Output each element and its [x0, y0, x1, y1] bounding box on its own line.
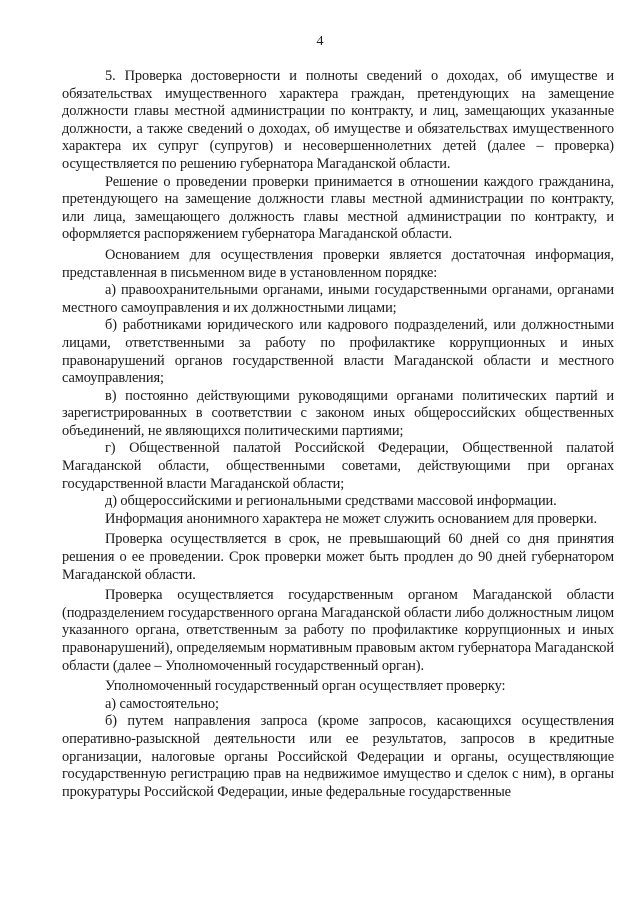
paragraph-anonymous-info: Информация анонимного характера не может служить основанием для проверки. [105, 510, 598, 527]
list-item-g: г) Общественной палатой Российской Федерации, Общественной палатой Магаданской области, общественными советами, действующими при органах государственной власти Магаданской области; [62, 440, 614, 492]
paragraph-authorized-body: Проверка осуществляется государственным органом Магаданской области (подразделением государственного органа Магаданской области либо должностным лицом указанного органа, ответственным за работу по профилактике коррупционных и иных правонарушений), определяемым нормативным правовым актом губернатора Магаданской области (далее – Уполномоченный государственный орган). [62, 587, 614, 674]
list-item-v: в) постоянно действующими руководящими органами политических партий и зарегистрированных в соответствии с законом иных общероссийских общественных объединений, не являющихся политическими партиями; [62, 387, 614, 439]
paragraph-check-grounds: Основанием для осуществления проверки является достаточная информация, представленная в письменном виде в установленном порядке: [62, 246, 614, 281]
list-item-a: а) правоохранительными органами, иными государственными органами, органами местного самоуправления и их должностными лицами; [62, 282, 614, 316]
paragraph-item-5: 5. Проверка достоверности и полноты сведений о доходах, об имуществе и обязательствах имущественного характера граждан, претендующих на замещение должности главы местной администрации по контракту, и лиц, замещающих указанные должности, а также сведений о доходах, об имуществе и обязательствах имущественного характера их супруг (супругов) и несовершеннолетних детей (далее – проверка) осуществляется по решению губернатора Магаданской области. [62, 68, 614, 172]
paragraph-check-term: Проверка осуществляется в срок, не превышающий 60 дней со дня принятия решения о ее проведении. Срок проверки может быть продлен до 90 дней губернатором Магаданской области. [62, 531, 614, 583]
paragraph-check-methods: Уполномоченный государственный орган осуществляет проверку: [105, 678, 506, 695]
method-item-b: б) путем направления запроса (кроме запросов, касающихся осуществления оперативно-разыскной деятельности или ее результатов, запросов в кредитные организации, налоговые органы Российской Федерации и органы, осуществляющие государственную регистрацию прав на недвижимое имущество и сделок с ним), в органы прокуратуры Российской Федерации, иные федеральные государственные [62, 713, 614, 800]
list-item-d: д) общероссийскими и региональными средствами массовой информации. [105, 493, 557, 510]
paragraph-check-decision: Решение о проведении проверки принимается в отношении каждого гражданина, претендующего на замещение должности главы местной администрации по контракту, или лица, замещающего должность главы местной администрации по контракту, и оформляется распоряжением губернатора Магаданской области. [62, 173, 614, 243]
page-number: 4 [316, 34, 324, 49]
document-body [62, 68, 614, 801]
method-item-a: а) самостоятельно; [105, 695, 219, 712]
list-item-b: б) работниками юридического или кадрового подразделений, или должностными лицами, ответственными за работу по профилактике коррупционных и иных правонарушений органов государственной власти Магаданской области и местного самоуправления; [62, 317, 614, 387]
